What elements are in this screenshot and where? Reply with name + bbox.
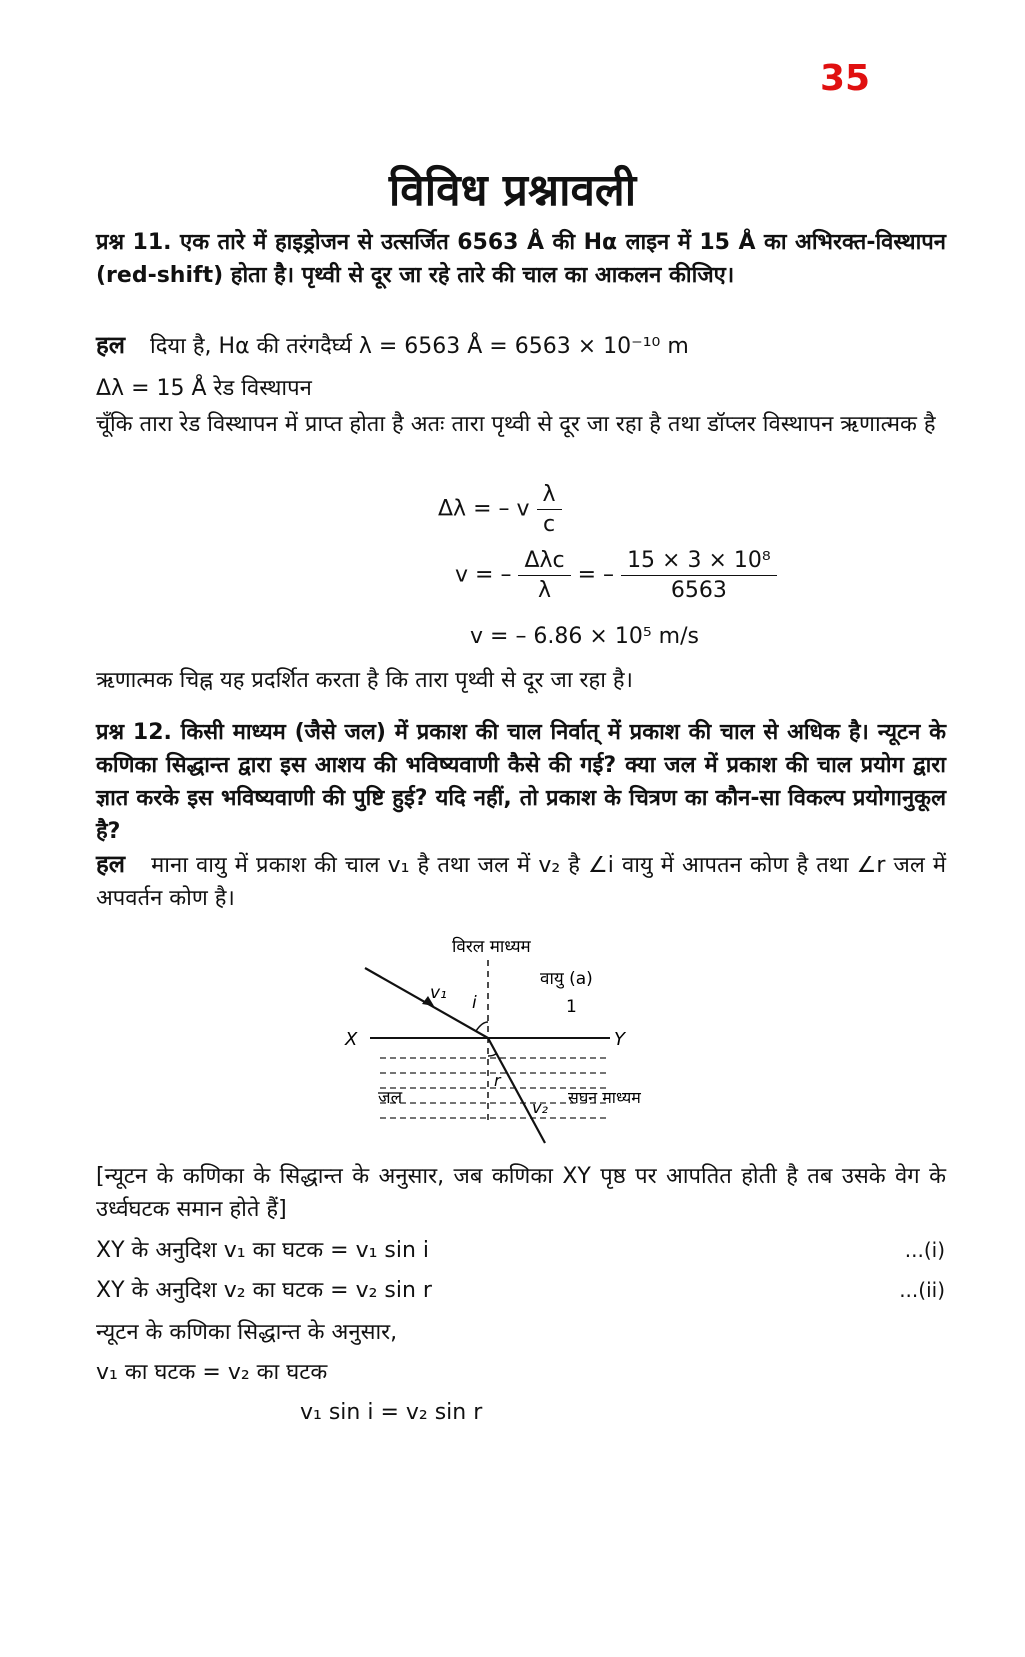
label-air: वायु (a) [540,969,593,989]
eq1-numerator: λ [537,482,562,510]
q11-conclusion: ऋणात्मक चिह्न यह प्रदर्शित करता है कि तारा पृथ्वी से दूर जा रहा है। [96,668,633,693]
component-2: XY के अनुदिश v₂ का घटक = v₂ sin r [96,1278,432,1303]
label-one: 1 [566,997,577,1017]
angle-i-arc [476,1022,488,1031]
equation-2 [455,548,777,603]
label-dense-medium: सघन माध्यम [568,1088,641,1107]
equation-tag-1: ...(i) [904,1238,945,1262]
component-1: XY के अनुदिश v₁ का घटक = v₁ sin i [96,1238,430,1263]
eq1-denominator: c [542,512,556,537]
label-v1: v₁ [430,983,447,1003]
solution-label: हल [96,331,126,359]
given-wavelength: दिया है, Hα की तरंगदैर्घ्य λ = 6563 Å = 6563 × 10⁻¹⁰ m [150,334,689,359]
label-y: Y [614,1029,625,1050]
eq2-numerator-1: Δλc [518,548,570,576]
question-12-text: प्रश्न 12. किसी माध्यम (जैसे जल) में प्रकाश की चाल निर्वात् में प्रकाश की चाल से अधिक है। न्यूटन के कणिका सिद्धान्त द्वारा इस आशय की भविष्यवाणी कैसे की गई? क्या जल में प्रकाश की चाल प्रयोग द्वारा ज्ञात करके इस भविष्यवाणी की पुष्टि हुई? यदि नहीं, तो प्रकाश के चित्रण का कौन-सा विकल्प प्रयोगानुकूल है? [96,720,946,844]
equation-1 [438,482,562,537]
eq2-denominator-1: λ [538,578,552,603]
eq2-left: v = – [455,562,512,588]
eq1-left: Δλ = – v [438,496,530,522]
eq2-denominator-2: 6563 [670,578,727,603]
eq2-numerator-2: 15 × 3 × 10⁸ [621,548,777,576]
label-r: r [494,1071,501,1090]
doppler-explanation: चूँकि तारा रेड विस्थापन में प्राप्त होता है अतः तारा पृथ्वी से दूर जा रहा है तथा डॉप्लर विस्थापन ऋणात्मक है [96,412,936,437]
page-title: विविध प्रश्नावली [388,165,637,216]
delta-lambda: Δλ = 15 Å रेड विस्थापन [96,376,312,401]
angle-r-arc [488,1053,497,1056]
q11-solution-given [96,330,689,362]
final-equation: v₁ sin i = v₂ sin r [300,1400,483,1425]
label-i: i [472,993,477,1013]
equation-tag-2: ...(ii) [899,1278,945,1302]
eq2-fraction-1 [518,548,570,603]
q12-solution-text: माना वायु में प्रकाश की चाल v₁ है तथा जल में v₂ है ∠i वायु में आपतन कोण है तथा ∠r जल में अपवर्तन कोण है। [96,853,946,911]
eq1-fraction [537,482,562,537]
component-equality: v₁ का घटक = v₂ का घटक [96,1360,328,1385]
newton-note: [न्यूटन के कणिका के सिद्धान्त के अनुसार, जब कणिका XY पृष्ठ पर आपतित होती है तब उसके वेग के उर्ध्वघटक समान होते हैं] [96,1164,946,1222]
solution-label: हल [96,850,126,878]
equation-3: v = – 6.86 × 10⁵ m/s [470,624,699,649]
page-number: 35 [820,58,871,99]
newton-theory-line: न्यूटन के कणिका सिद्धान्त के अनुसार, [96,1320,398,1345]
question-11-text: प्रश्न 11. एक तारे में हाइड्रोजन से उत्सर्जित 6563 Å की Hα लाइन में 15 Å का अभिरक्त-विस्थापन (red-shift) होता है। पृथ्वी से दूर जा रहे तारे की चाल का आकलन कीजिए। [96,230,946,288]
label-water: जल [378,1088,403,1108]
eq2-middle: = – [577,562,615,588]
q12-solution [96,848,946,915]
label-rare-medium: विरल माध्यम [452,937,531,957]
eq2-fraction-2 [621,548,777,603]
label-v2: v₂ [532,1098,548,1117]
refraction-diagram [340,930,700,1160]
label-x: X [345,1029,358,1050]
